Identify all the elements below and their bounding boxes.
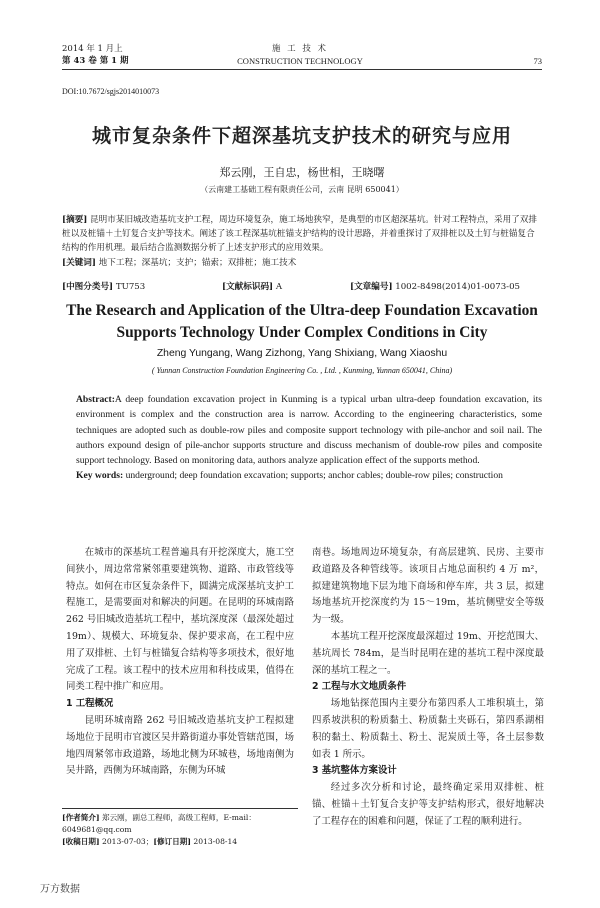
section-heading-1: 1 工程概况 — [66, 698, 114, 710]
section-1-continued: 南巷。场地周边环境复杂，有高层建筑、民房、主要市政道路及各种管线等。该项目占地总面积约 4 万 m²，拟建建筑物地下层为地下商场和停车库，共 3 层，拟建场地基坑开挖深度约为 15～19m，基坑侧壁安全等级为一级。 — [312, 547, 544, 626]
affiliation-zh: （云南建工基础工程有限责任公司，云南 昆明 650041） — [200, 185, 404, 194]
clc-value: TU753 — [115, 282, 146, 292]
abstract-en-label: Abstract: — [76, 394, 115, 405]
title-en-line2: Supports Technology Under Complex Conditions in City — [116, 324, 488, 341]
doc-code-label: [文献标识码] — [222, 282, 274, 292]
title-en-line1: The Research and Application of the Ultra-deep Foundation Excavation — [66, 302, 538, 319]
footnote — [62, 812, 298, 848]
author-bio-label: [作者简介] — [62, 813, 100, 822]
header-page-number: 73 — [533, 56, 542, 66]
received-date-label: [收稿日期] — [62, 837, 100, 846]
author-bio-text: 郑云刚，副总工程师，高级工程师，E-mail：6049681@qq.com — [62, 813, 256, 834]
doi: DOI:10.7672/sgjs2014010073 — [62, 87, 160, 96]
revised-date-label: [修订日期] — [153, 837, 191, 846]
abstract-zh-text: 昆明市某旧城改造基坑支护工程，周边环境复杂，施工场地狭窄，是典型的市区超深基坑。针对工程特点，采用了双排桩以及桩锚＋土钉复合支护等技术。阐述了该工程深基坑桩锚支护结构的设计思路，并着重探讨了双排桩以及土钉与桩锚复合结构的作用机理。最后结合监测数据分析了上述支护形式的应用效果。 — [62, 215, 537, 254]
clc-label: [中图分类号] — [62, 282, 114, 292]
article-number-label: [文章编号] — [350, 282, 393, 292]
section-heading-3: 3 基坑整体方案设计 — [312, 765, 397, 777]
header-rule — [62, 69, 542, 70]
abstract-en-text: A deep foundation excavation project in Kunming is a typical urban ultra-deep foundation excavation, its environment is complex and the construction area is narrow. According to the engineering characteristics, some techniques are adopted such as double-row piles and composite support technology with pile-anchor and soil nail. The authors expound design of pile-anchor supports structure and discuss mechanism of double-row piles and composite support technology. Based on monitoring data, authors analyze application effect of the supports method. — [76, 394, 542, 467]
keywords-en-label: Key words: — [76, 470, 124, 482]
article-number-value: 1002-8498(2014)01-0073-05 — [395, 282, 521, 292]
header-volume: 第 43 卷 第 1 期 — [62, 56, 129, 66]
received-date: 2013-07-03； — [101, 837, 154, 846]
header-journal-en: CONSTRUCTION TECHNOLOGY — [237, 56, 363, 66]
abstract-zh-block — [62, 213, 542, 270]
abstract-zh-label: [摘要] — [62, 215, 88, 225]
keywords-zh-text: 地下工程；深基坑；支护；锚索；双排桩；施工技术 — [98, 257, 297, 268]
footnote-rule — [62, 808, 298, 809]
section-2-paragraph: 场地钻探范围内主要分布第四系人工堆积填土，第四系坡洪积的粉质黏土、粉质黏土夹砾石，第四系湖相积的黏土、粉质黏土、粉土、泥炭质土等，各土层参数如表 1 所示。 — [312, 698, 544, 760]
abstract-en-block — [76, 392, 542, 484]
section-3-paragraph: 经过多次分析和讨论，最终确定采用双排桩、桩锚、桩锚＋土钉复合支护等支护结构形式，很好地解决了工程存在的困难和问题，保证了工程的顺利进行。 — [312, 782, 544, 827]
keywords-en-text: underground; deep foundation excavation; supports; anchor cables; double-row piles; construction — [125, 470, 503, 482]
intro-paragraph: 在城市的深基坑工程普遍具有开挖深度大，施工空间狭小，周边常常紧邻重要建筑物、道路、市政管线等特点。如何在市区复杂条件下，圆满完成深基坑支护工程施工，是需要面对和解决的问题。在昆明的环城南路 262 号旧城改造基坑工程中，基坑深度深（最深处超过 19m）、规模大、环境复杂、保护要求高，在工程中应用了双排桩、土钉与桩锚复合结构等多项技术，很好地完成了工程。该工程中的技术应用和科技成果，值得在同类工程中推广和应用。 — [66, 547, 294, 693]
section-1-paragraph-2: 本基坑工程开挖深度最深超过 19m、开挖范围大、基坑周长 784m，是当时昆明在建的基坑工程中深度最深的基坑工程之一。 — [312, 630, 544, 676]
classification-clc — [62, 280, 145, 292]
section-1-paragraph: 昆明环城南路 262 号旧城改造基坑支护工程拟建场地位于昆明市官渡区吴井路街道办事处管辖范围，场地四周紧邻市政道路，场地北侧为环城巷，场地南侧为吴井路，西侧为环城南路，东侧为环城 — [66, 714, 294, 777]
authors-en: Zheng Yungang, Wang Zizhong, Yang Shixiang, Wang Xiaoshu — [156, 348, 448, 359]
section-heading-2: 2 工程与水文地质条件 — [312, 681, 407, 693]
revised-date: 2013-08-14 — [193, 837, 238, 846]
header-journal-zh: 施 工 技 术 — [271, 44, 329, 54]
keywords-zh-label: [关键词] — [62, 257, 96, 268]
header-date: 2014 年 1 月上 — [62, 44, 123, 54]
body-left-column — [66, 545, 294, 780]
doc-code-value: A — [275, 282, 283, 292]
title-en — [62, 300, 542, 344]
body-right-column — [312, 545, 544, 831]
affiliation-en: ( Yunnan Construction Foundation Engineering Co. , Ltd. , Kunming, Yunnan 650041, China) — [151, 366, 453, 375]
title-zh: 城市复杂条件下超深基坑支护技术的研究与应用 — [91, 125, 512, 147]
authors-zh: 郑云刚，王自忠，杨世相，王晓曙 — [219, 166, 385, 179]
classification-doc — [222, 280, 282, 292]
classification-article — [350, 280, 520, 292]
watermark-text: 万方数据 — [40, 884, 80, 895]
